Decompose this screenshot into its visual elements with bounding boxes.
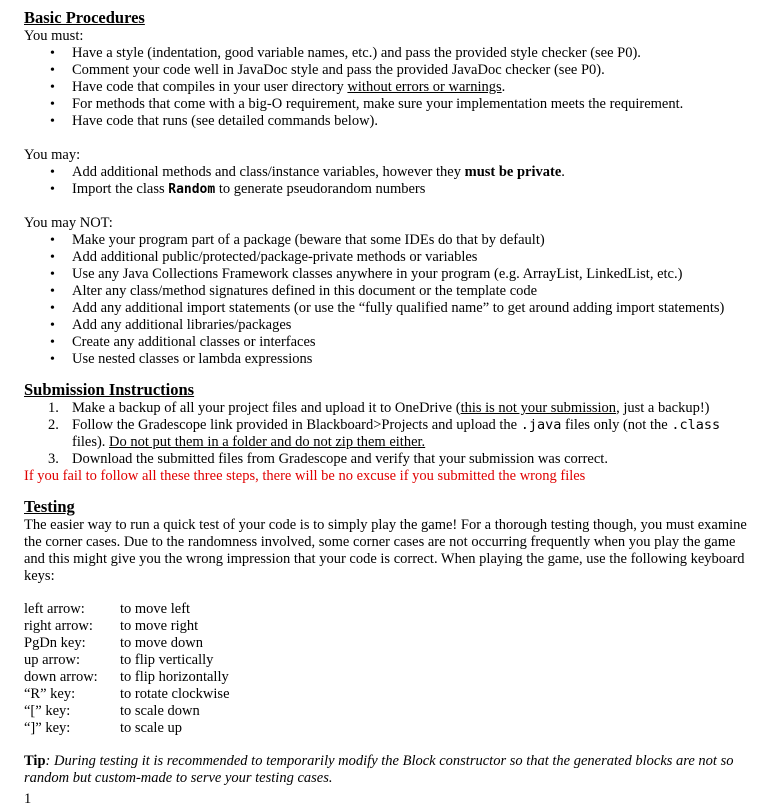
key-row: up arrow: to flip vertically: [24, 652, 214, 668]
key-bindings-table: [24, 601, 754, 737]
key-row: “R” key: to rotate clockwise: [24, 686, 230, 702]
submission-steps: [24, 400, 754, 468]
list-item: • Make your program part of a package (beware that some IDEs do that by default): [72, 232, 754, 249]
bold-text: must be private: [464, 164, 562, 180]
underlined-text: without errors or warnings: [347, 79, 502, 95]
key-row: PgDn key: to move down: [24, 635, 203, 651]
list-item: • Import the class Random to generate pseudorandom numbers: [72, 181, 754, 198]
list-item: • Create any additional classes or interfaces: [72, 334, 754, 351]
key-row: down arrow: to flip horizontally: [24, 669, 229, 685]
underlined-text: Do not put them in a folder and do not zip them either.: [109, 434, 426, 450]
list-item: 1. Make a backup of all your project files and upload it to OneDrive (this is not your submission, just a backup!): [48, 400, 710, 416]
code-text: Random: [168, 182, 216, 197]
list-item: • Add any additional libraries/packages: [72, 317, 754, 334]
code-text: .java: [520, 417, 562, 433]
may-not-list: [24, 232, 754, 368]
list-item: • Add additional public/protected/package-private methods or variables: [72, 249, 754, 266]
tip-label: Tip: [24, 753, 46, 769]
key-row: “[” key: to scale down: [24, 703, 200, 719]
list-item: • Use nested classes or lambda expressions: [72, 351, 754, 368]
list-item: • Have code that compiles in your user directory without errors or warnings.: [72, 79, 754, 96]
key-row: “]” key: to scale up: [24, 720, 183, 736]
page-number: 1: [24, 791, 32, 807]
list-item: • Add any additional import statements (or use the “fully qualified name” to get around adding import statements): [72, 300, 754, 317]
list-item: • Comment your code well in JavaDoc style and pass the provided JavaDoc checker (see P0).: [72, 62, 754, 79]
list-item: • Have a style (indentation, good variable names, etc.) and pass the provided style checker (see P0).: [72, 45, 754, 62]
list-item: 2. Follow the Gradescope link provided in Blackboard>Projects and upload the .java files only (not the .class files). Do not put them in a folder and do not zip them either.: [48, 417, 721, 450]
document-page: [24, 8, 754, 808]
key-row: right arrow: to move right: [24, 618, 199, 634]
may-list: [24, 164, 754, 198]
list-item: • For methods that come with a big-O requirement, make sure your implementation meets the requirement.: [72, 96, 754, 113]
list-item: • Use any Java Collections Framework classes anywhere in your program (e.g. ArrayList, LinkedList, etc.): [72, 266, 754, 283]
underlined-text: this is not your submission: [460, 400, 617, 416]
testing-paragraph: The easier way to run a quick test of your code is to simply play the game! For a thorough testing though, you must examine the corner cases. Due to the randomness involved, some corner cases are not occurring frequently when you play the game and this might give you the wrong impression that your code is correct. When playing the game, use the following keyboard keys:: [24, 517, 747, 584]
submission-warning: If you fail to follow all these three steps, there will be no excuse if you submitted the wrong files: [24, 468, 586, 484]
basic-procedures-heading: Basic Procedures: [24, 8, 145, 27]
testing-heading: Testing: [24, 497, 75, 516]
may-not-intro: You may NOT:: [24, 215, 113, 231]
list-item: • Alter any class/method signatures defined in this document or the template code: [72, 283, 754, 300]
code-text: .class: [671, 417, 721, 433]
list-item: • Have code that runs (see detailed commands below).: [72, 113, 754, 130]
must-list: [24, 45, 754, 130]
key-row: left arrow: to move left: [24, 601, 191, 617]
must-intro: You must:: [24, 28, 84, 44]
list-item: • Add additional methods and class/instance variables, however they must be private.: [72, 164, 754, 181]
may-intro: You may:: [24, 147, 81, 163]
submission-heading: Submission Instructions: [24, 380, 195, 399]
testing-tip: Tip: During testing it is recommended to temporarily modify the Block constructor so that the generated blocks are not so random but custom-made to serve your testing cases.: [24, 753, 734, 786]
list-item: 3. Download the submitted files from Gradescope and verify that your submission was correct.: [48, 451, 608, 467]
